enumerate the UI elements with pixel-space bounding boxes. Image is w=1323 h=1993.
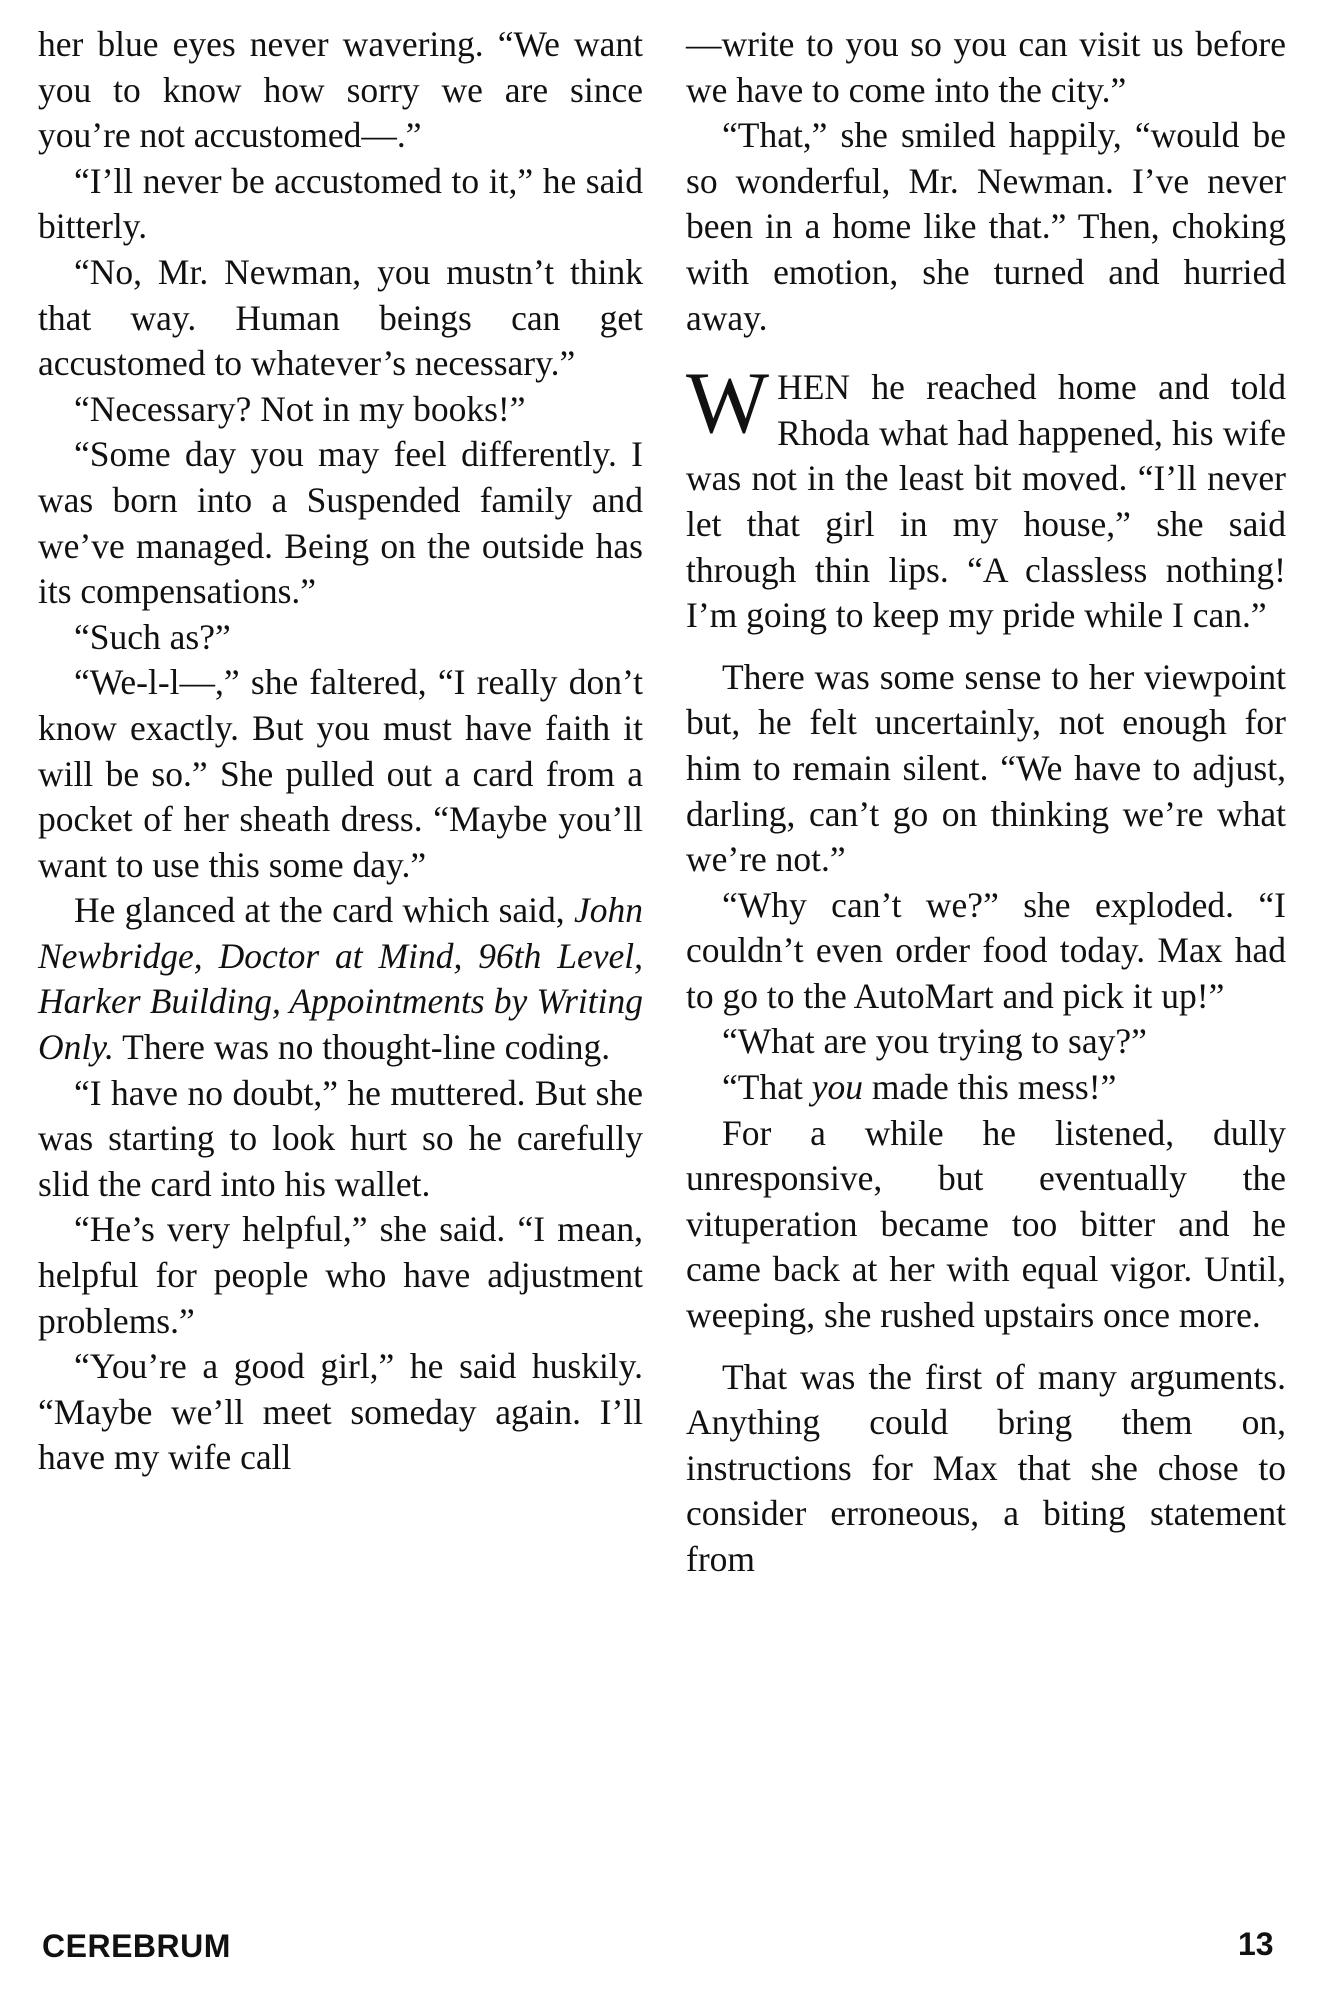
paragraph: “Necessary? Not in my books!” [74, 388, 526, 429]
paragraph: For a while he listened, dully unresponsive, but eventually the vituperation became too bitter and he came back at her with equal vigor. Until, weeping, she rushed upstairs once more. [686, 1112, 1286, 1336]
paragraph [38, 888, 643, 1070]
right-column [686, 22, 1286, 1583]
paragraph-text: He glanced at the card which said, [74, 890, 574, 931]
paragraph: “Why can’t we?” she exploded. “I couldn’t even order food today. Max had to go to the AutoMart and pick it up!” [686, 884, 1286, 1016]
left-column [38, 22, 643, 1481]
paragraph: “What are you trying to say?” [722, 1021, 1147, 1062]
paragraph-text: made this mess!” [862, 1067, 1117, 1108]
paragraph [686, 1065, 1286, 1111]
page-number: 13 [1238, 1926, 1274, 1962]
paragraph: “He’s very helpful,” she said. “I mean, helpful for people who have adjustment problems.” [38, 1209, 643, 1341]
paragraph-text: HEN he reached home and told Rhoda what had happened, his wife was not in the least bit moved. “I’ll never let that girl in my house,” she said through thin lips. “A classless nothing! I’m going to keep my pride while I can.” [686, 367, 1286, 636]
section-start-paragraph [686, 355, 1286, 639]
paragraph: “I’ll never be accustomed to it,” he said bitterly. [38, 160, 643, 247]
paragraph-text: There was no thought-line coding. [113, 1027, 611, 1068]
paragraph-text: “That [722, 1067, 812, 1108]
paragraph: “We-l-l—,” she faltered, “I really don’t know exactly. But you must have faith it will be so.” She pulled out a card from a pocket of her sheath dress. “Maybe you’ll want to use this some day.” [38, 662, 643, 885]
paragraph: —write to you so you can visit us before we have to come into the city.” [686, 24, 1286, 110]
paragraph: There was some sense to her viewpoint but, he felt uncertainly, not enough for him to remain silent. “We have to adjust, darling, can’t go on thinking we’re what we’re not.” [686, 656, 1286, 880]
paragraph: “You’re a good girl,” he said huskily. “Maybe we’ll meet someday again. I’ll have my wife call [38, 1346, 643, 1478]
paragraph: “Some day you may feel differently. I was born into a Suspended family and we’ve managed. Being on the outside has its compensations.” [38, 434, 643, 612]
paragraph: “Such as?” [74, 616, 231, 657]
paragraph: That was the first of many arguments. Anything could bring them on, instructions for Max that she chose to consider erroneous, a biting statement from [686, 1356, 1286, 1579]
paragraph: her blue eyes never wavering. “We want you to know how sorry we are since you’re not accustomed—.” [38, 24, 643, 156]
business-card-text: John Newbridge, Doctor at Mind, 96th Level, Harker Building, Appointments by Writing Only. [38, 890, 643, 1068]
magazine-name: CEREBRUM [42, 1928, 231, 1964]
emphasis: you [811, 1067, 863, 1108]
paragraph: “That,” she smiled happily, “would be so wonderful, Mr. Newman. I’ve never been in a home like that.” Then, choking with emotion, she turned and hurried away. [686, 115, 1286, 338]
drop-cap: W [686, 355, 770, 453]
paragraph: “No, Mr. Newman, you mustn’t think that way. Human beings can get accustomed to whatever’s necessary.” [38, 251, 643, 384]
paragraph: “I have no doubt,” he muttered. But she was starting to look hurt so he carefully slid the card into his wallet. [38, 1072, 643, 1204]
